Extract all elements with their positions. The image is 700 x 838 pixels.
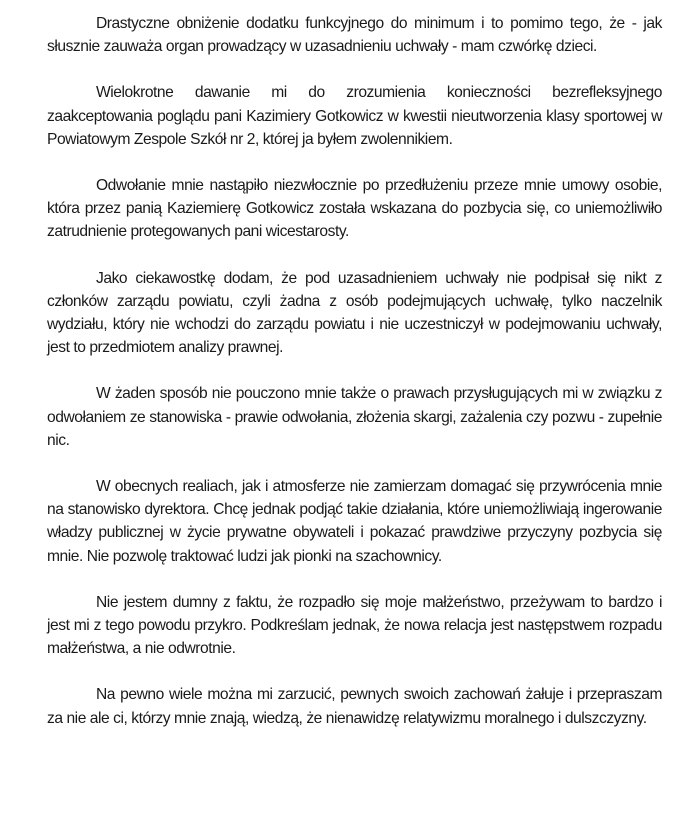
paragraph-pouczenie: W żaden sposób nie pouczono mnie także o prawach przysługujących mi w związku z odwołaniem ze stanowiska - prawie odwołania, złożenia skargi, zażalenia czy pozwu - zupełnie nic. bbox=[47, 385, 662, 449]
document-page bbox=[47, 12, 662, 753]
paragraph-obecne-realia: W obecnych realiach, jak i atmosferze nie zamierzam domagać się przywrócenia mnie na stanowisko dyrektora. Chcę jednak podjąć takie działania, które uniemożliwiają ingerowanie władzy publicznej w życie prywatne obywateli i pokazać prawdziwe przyczyny pozbycia się mnie. Nie pozwolę traktować ludzi jak pionki na szachownicy. bbox=[47, 478, 662, 565]
paragraph-klasa-sportowa: Wielokrotne dawanie mi do zrozumienia konieczności bezrefleksyjnego zaakceptowania poglądu pani Kazimiery Gotkowicz w kwestii nieutworzenia klasy sportowej w Powiatowym Zespole Szkół nr 2, której ja byłem zwolennikiem. bbox=[47, 84, 662, 148]
paragraph-zarzuty: Na pewno wiele można mi zarzucić, pewnych swoich zachowań żałuje i przepraszam za nie ale ci, którzy mnie znają, wiedzą, że nienawidzę relatywizmu moralnego i dulszczyzny. bbox=[47, 686, 662, 727]
paragraph-odwolanie: Odwołanie mnie nastąpiło niezwłocznie po przedłużeniu przeze mnie umowy osobie, która przez panią Kaziemierę Gotkowicz została wskazana do pozbycia się, co uniemożliwiło zatrudnienie protegowanych pani wicestarosty. bbox=[47, 177, 662, 241]
paragraph-dodatek-funkcyjny: Drastyczne obniżenie dodatku funkcyjnego do minimum i to pomimo tego, że - jak słusznie zauważa organ prowadzący w uzasadnieniu uchwały - mam czwórkę dzieci. bbox=[47, 15, 662, 56]
paragraph-ciekawostka: Jako ciekawostkę dodam, że pod uzasadnieniem uchwały nie podpisał się nikt z członków zarządu powiatu, czyli żadna z osób podejmujących uchwałę, tylko naczelnik wydziału, który nie wchodzi do zarządu powiatu i nie uczestniczył w podejmowaniu uchwały, jest to przedmiotem analizy prawnej. bbox=[47, 269, 662, 357]
paragraph-malzenstwo: Nie jestem dumny z faktu, że rozpadło się moje małżeństwo, przeżywam to bardzo i jest mi z tego powodu przykro. Podkreślam jednak, że nowa relacja jest następstwem rozpadu małżeństwa, a nie odwrotnie. bbox=[47, 593, 662, 658]
